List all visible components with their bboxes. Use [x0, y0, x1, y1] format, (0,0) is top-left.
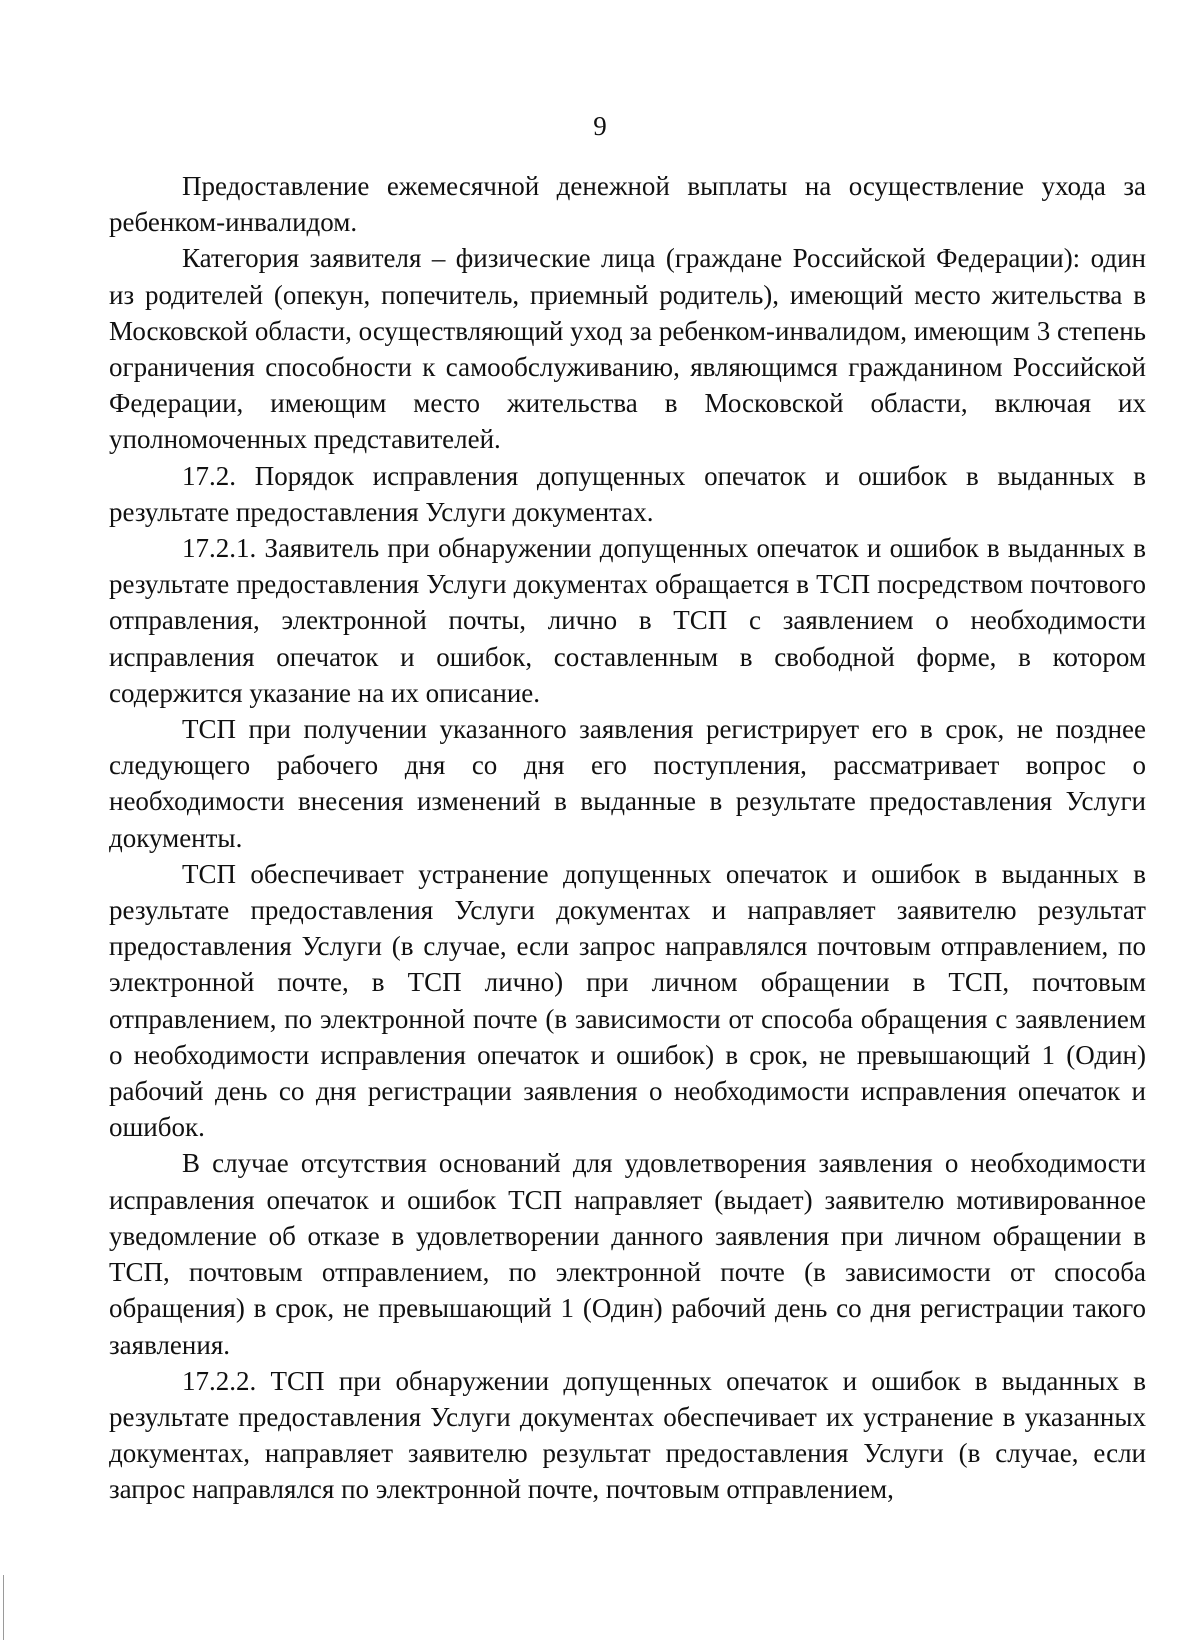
document-body	[109, 168, 1146, 1508]
scan-edge-line	[3, 1575, 4, 1640]
paragraph-section-17-2-1: 17.2.1. Заявитель при обнаружении допущенных опечаток и ошибок в выданных в результате предоставления Услуги документах обращается в ТСП посредством почтового отправления, электронной почты, лично в ТСП с заявлением о необходимости исправления опечаток и ошибок, составленным в свободной форме, в котором содержится указание на их описание.	[109, 533, 1146, 708]
paragraph-correction: ТСП обеспечивает устранение допущенных опечаток и ошибок в выданных в результате предоставления Услуги документах и направляет заявителю результат предоставления Услуги (в случае, если запрос направлялся почтовым отправлением, по электронной почте, в ТСП лично) при личном обращении в ТСП, почтовым отправлением, по электронной почте (в зависимости от способа обращения с заявлением о необходимости исправления опечаток и ошибок) в срок, не превышающий 1 (Один) рабочий день со дня регистрации заявления о необходимости исправления опечаток и ошибок.	[109, 858, 1146, 1143]
paragraph-service-title: Предоставление ежемесячной денежной выплаты на осуществление ухода за ребенком-инвалидом.	[109, 171, 1146, 238]
paragraph-applicant-category: Категория заявителя – физические лица (граждане Российской Федерации): один из родителей (опекун, попечитель, приемный родитель), имеющий место жительства в Московской области, осуществляющий уход за ребенком-инвалидом, имеющим 3 степень ограничения способности к самообслуживанию, являющимся гражданином Российской Федерации, имеющим место жительства в Московской области, включая их уполномоченных представителей.	[109, 243, 1146, 455]
paragraph-section-17-2-2: 17.2.2. ТСП при обнаружении допущенных опечаток и ошибок в выданных в результате предоставления Услуги документах обеспечивает их устранение в указанных документах, направляет заявителю результат предоставления Услуги (в случае, если запрос направлялся по электронной почте, почтовым отправлением,	[109, 1365, 1146, 1505]
paragraph-registration: ТСП при получении указанного заявления регистрирует его в срок, не позднее следующего рабочего дня со дня его поступления, рассматривает вопрос о необходимости внесения изменений в выданные в результате предоставления Услуги документы.	[109, 714, 1146, 853]
page-number: 9	[593, 111, 607, 141]
paragraph-section-17-2: 17.2. Порядок исправления допущенных опечаток и ошибок в выданных в результате предоставления Услуги документах.	[109, 460, 1146, 527]
paragraph-refusal: В случае отсутствия оснований для удовлетворения заявления о необходимости исправления опечаток и ошибок ТСП направляет (выдает) заявителю мотивированное уведомление об отказе в удовлетворении данного заявления при личном обращении в ТСП, почтовым отправлением, по электронной почте (в зависимости от способа обращения) в срок, не превышающий 1 (Один) рабочий день со дня регистрации такого заявления.	[109, 1148, 1146, 1360]
